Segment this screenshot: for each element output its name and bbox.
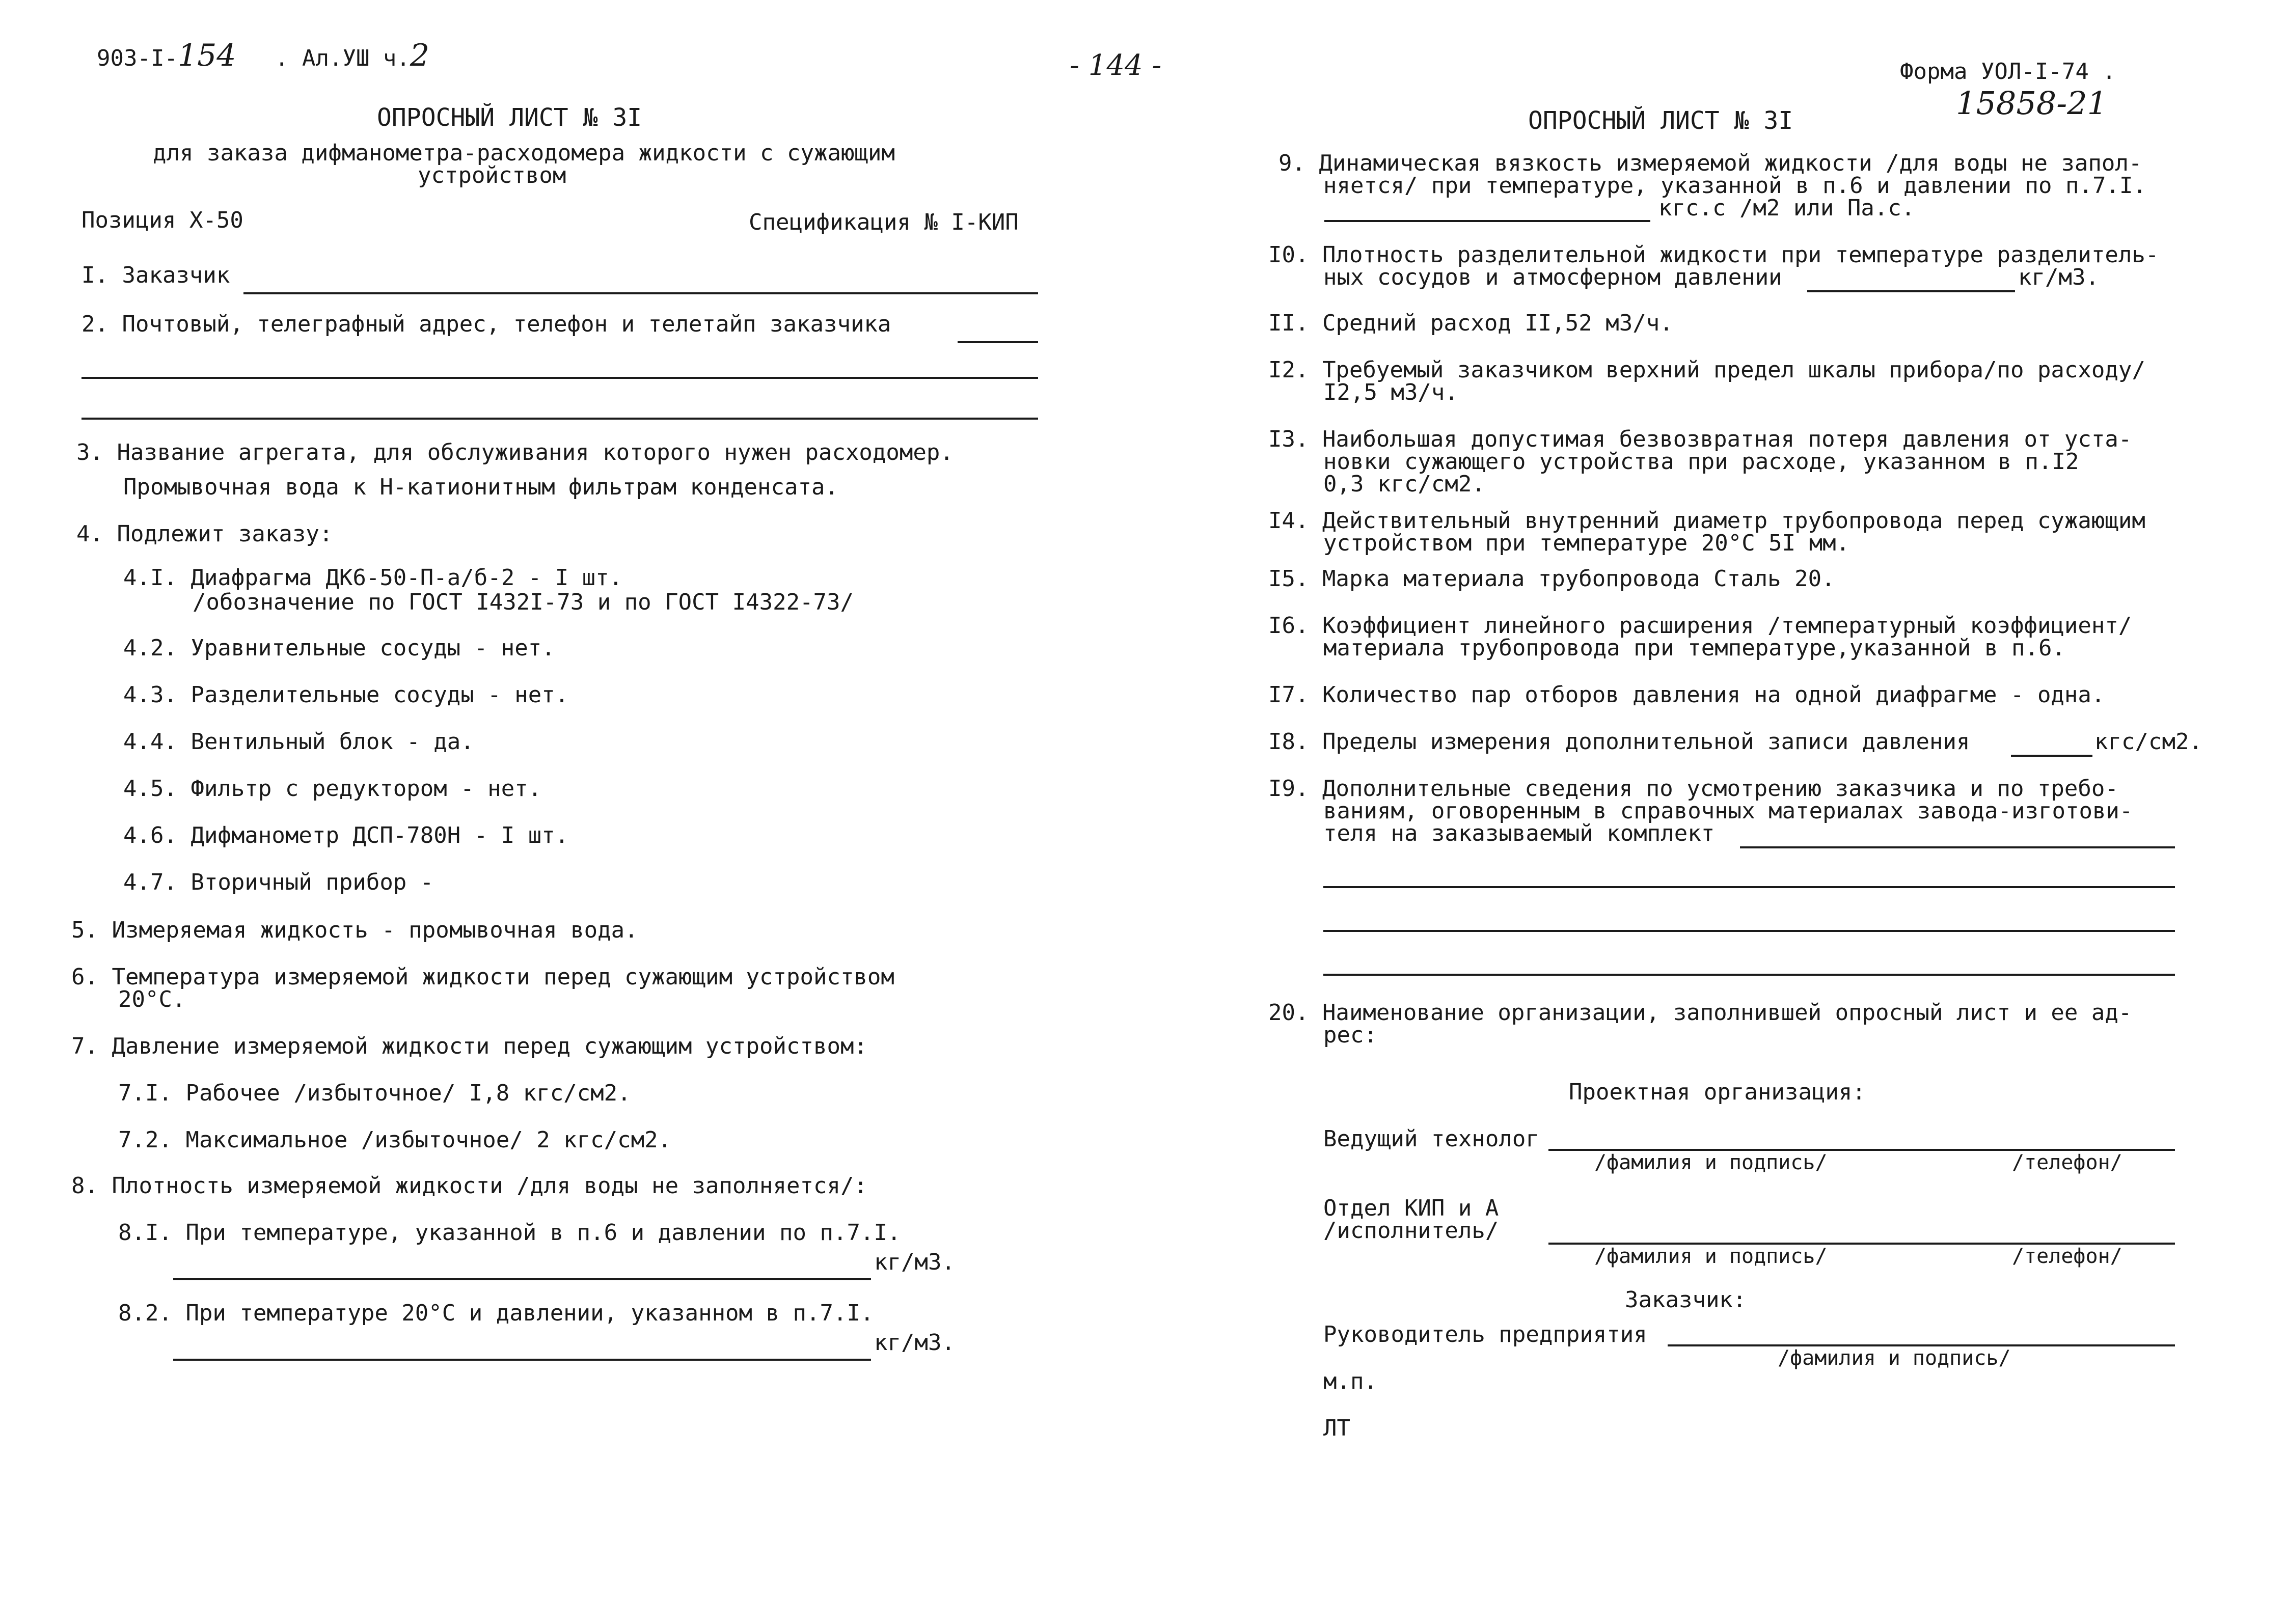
kip-dept-label: Отдел КИП и А xyxy=(1323,1195,1499,1221)
item-13-line-1: I3. Наибольшая допустимая безвозвратная потеря давления от уста- xyxy=(1268,426,2132,452)
item-4-2: 4.2. Уравнительные сосуды - нет. xyxy=(123,635,555,661)
item-9-unit: кгс.с /м2 или Па.с. xyxy=(1658,195,1915,221)
item-15: I5. Марка материала трубопровода Сталь 20. xyxy=(1268,566,1835,592)
fill-line xyxy=(2011,755,2092,757)
item-3-line-2: Промывочная вода к Н-катионитным фильтрам конденсата. xyxy=(123,474,838,500)
item-10-unit: кг/м3. xyxy=(2018,264,2099,290)
page-number: - 144 - xyxy=(1070,49,1162,82)
specification-label: Спецификация № I-КИП xyxy=(749,209,1019,235)
signature-caption-name: /фамилия и подпись/ xyxy=(1778,1346,2011,1370)
fill-line xyxy=(1323,886,2175,888)
item-11: II. Средний расход II,52 м3/ч. xyxy=(1268,310,1673,336)
item-19-line-2: ваниям, оговоренным в справочных материалах завода-изготови- xyxy=(1323,798,2133,824)
doc-code-handwritten: 154 xyxy=(177,38,236,73)
lead-technologist-label: Ведущий технолог xyxy=(1323,1126,1539,1152)
item-18-unit: кгс/см2. xyxy=(2094,729,2202,755)
item-7-2: 7.2. Максимальное /избыточное/ 2 кгс/см2. xyxy=(118,1127,672,1153)
item-19-line-1: I9. Дополнительные сведения по усмотрению заказчика и по требо- xyxy=(1268,776,2118,802)
fill-line xyxy=(1323,974,2175,976)
item-4-4: 4.4. Вентильный блок - да. xyxy=(123,729,474,755)
item-8-2-unit: кг/м3. xyxy=(874,1330,955,1356)
fill-line xyxy=(958,341,1038,343)
item-13-line-2: новки сужающего устройства при расходе, указанном в п.I2 xyxy=(1323,449,2079,475)
fill-line xyxy=(1807,290,2015,292)
fill-line xyxy=(81,377,1038,379)
stamp-place-label: м.п. xyxy=(1323,1368,1377,1394)
item-8-1-unit: кг/м3. xyxy=(874,1249,955,1275)
item-14-line-2: устройством при температуре 20°С 5I мм. xyxy=(1323,530,1850,556)
item-17: I7. Количество пар отборов давления на одной диафрагме - одна. xyxy=(1268,682,2105,708)
fill-line xyxy=(173,1278,871,1280)
item-4-3: 4.3. Разделительные сосуды - нет. xyxy=(123,682,569,708)
item-8-2-line-1: 8.2. При температуре 20°С и давлении, указанном в п.7.I. xyxy=(118,1300,874,1326)
item-2: 2. Почтовый, телеграфный адрес, телефон и телетайп заказчика xyxy=(81,311,891,337)
item-4: 4. Подлежит заказу: xyxy=(76,521,333,547)
album-handwritten: 2 xyxy=(410,38,430,73)
form-handwritten-number: 15858-21 xyxy=(1956,85,2108,122)
item-14-line-1: I4. Действительный внутренний диаметр трубопровода перед сужающим xyxy=(1268,508,2145,534)
lt-mark: ЛТ xyxy=(1323,1415,1350,1441)
album-printed: . Ал.УШ ч. xyxy=(275,45,410,71)
right-sheet-title: ОПРОСНЫЙ ЛИСТ № 3I xyxy=(1528,106,1793,135)
item-5: 5. Измеряемая жидкость - промывочная вода. xyxy=(71,917,638,943)
item-18: I8. Пределы измерения дополнительной записи давления xyxy=(1268,729,1970,755)
signature-caption-phone: /телефон/ xyxy=(2012,1151,2122,1174)
signature-caption-name: /фамилия и подпись/ xyxy=(1594,1245,1828,1268)
item-16-line-1: I6. Коэффициент линейного расширения /температурный коэффициент/ xyxy=(1268,613,2132,639)
fill-line xyxy=(1323,930,2175,932)
item-19-line-3: теля на заказываемый комплект xyxy=(1323,820,1715,846)
item-4-1-line-2: /обозначение по ГОСТ I432I-73 и по ГОСТ I4322-73/ xyxy=(193,589,854,615)
item-4-7: 4.7. Вторичный прибор - xyxy=(123,869,434,895)
left-subtitle-2: устройством xyxy=(418,162,566,188)
position-label: Позиция Х-50 xyxy=(81,207,243,233)
item-12-line-1: I2. Требуемый заказчиком верхний предел шкалы прибора/по расходу/ xyxy=(1268,357,2145,383)
item-6-line-1: 6. Температура измеряемой жидкости перед сужающим устройством xyxy=(71,964,894,990)
fill-line xyxy=(1324,220,1650,222)
form-label: Форма УОЛ-I-74 . xyxy=(1900,59,2116,85)
item-7: 7. Давление измеряемой жидкости перед сужающим устройством: xyxy=(71,1033,867,1059)
customer-heading: Заказчик: xyxy=(1625,1287,1747,1313)
item-4-1-line-1: 4.I. Диафрагма ДК6-50-П-а/б-2 - I шт. xyxy=(123,565,623,591)
doc-code-printed: 903-I- xyxy=(97,45,178,71)
fill-line xyxy=(81,418,1038,420)
item-13-line-3: 0,3 кгс/см2. xyxy=(1323,471,1485,497)
item-1: I. Заказчик xyxy=(81,262,230,288)
item-10-line-1: I0. Плотность разделительной жидкости при температуре разделитель- xyxy=(1268,242,2159,268)
album-code xyxy=(275,40,429,72)
item-16-line-2: материала трубопровода при температуре,указанной в п.6. xyxy=(1323,635,2065,661)
fill-line xyxy=(173,1359,871,1361)
design-org-heading: Проектная организация: xyxy=(1569,1079,1866,1105)
item-20-line-1: 20. Наименование организации, заполнившей опросный лист и ее ад- xyxy=(1268,1000,2132,1026)
item-9-line-2: няется/ при температуре, указанной в п.6 и давлении по п.7.I. xyxy=(1323,173,2146,199)
item-4-5: 4.5. Фильтр с редуктором - нет. xyxy=(123,776,542,802)
item-20-line-2: рес: xyxy=(1323,1022,1377,1048)
kip-dept-executor: /исполнитель/ xyxy=(1323,1218,1499,1244)
item-7-1: 7.I. Рабочее /избыточное/ I,8 кгс/см2. xyxy=(118,1080,631,1106)
signature-caption-name: /фамилия и подпись/ xyxy=(1594,1151,1828,1174)
head-of-enterprise-label: Руководитель предприятия xyxy=(1323,1322,1647,1347)
item-9-line-1: 9. Динамическая вязкость измеряемой жидкости /для воды не запол- xyxy=(1278,150,2142,176)
item-12-line-2: I2,5 м3/ч. xyxy=(1323,379,1458,405)
item-3-line-1: 3. Название агрегата, для обслуживания которого нужен расходомер. xyxy=(76,439,954,465)
fill-line xyxy=(243,292,1038,294)
item-10-line-2: ных сосудов и атмосферном давлении xyxy=(1323,264,1782,290)
item-6-line-2: 20°С. xyxy=(118,986,186,1012)
item-4-6: 4.6. Дифманометр ДСП-780Н - I шт. xyxy=(123,822,569,848)
left-subtitle-1: для заказа дифманометра-расходомера жидкости с сужающим xyxy=(153,140,895,166)
item-8-1-line-1: 8.I. При температуре, указанной в п.6 и давлении по п.7.I. xyxy=(118,1220,901,1246)
item-8: 8. Плотность измеряемой жидкости /для воды не заполняется/: xyxy=(71,1173,867,1199)
left-sheet-title: ОПРОСНЫЙ ЛИСТ № 3I xyxy=(377,103,642,132)
fill-line xyxy=(1740,846,2175,848)
doc-code xyxy=(97,40,236,72)
signature-caption-phone: /телефон/ xyxy=(2012,1245,2122,1268)
